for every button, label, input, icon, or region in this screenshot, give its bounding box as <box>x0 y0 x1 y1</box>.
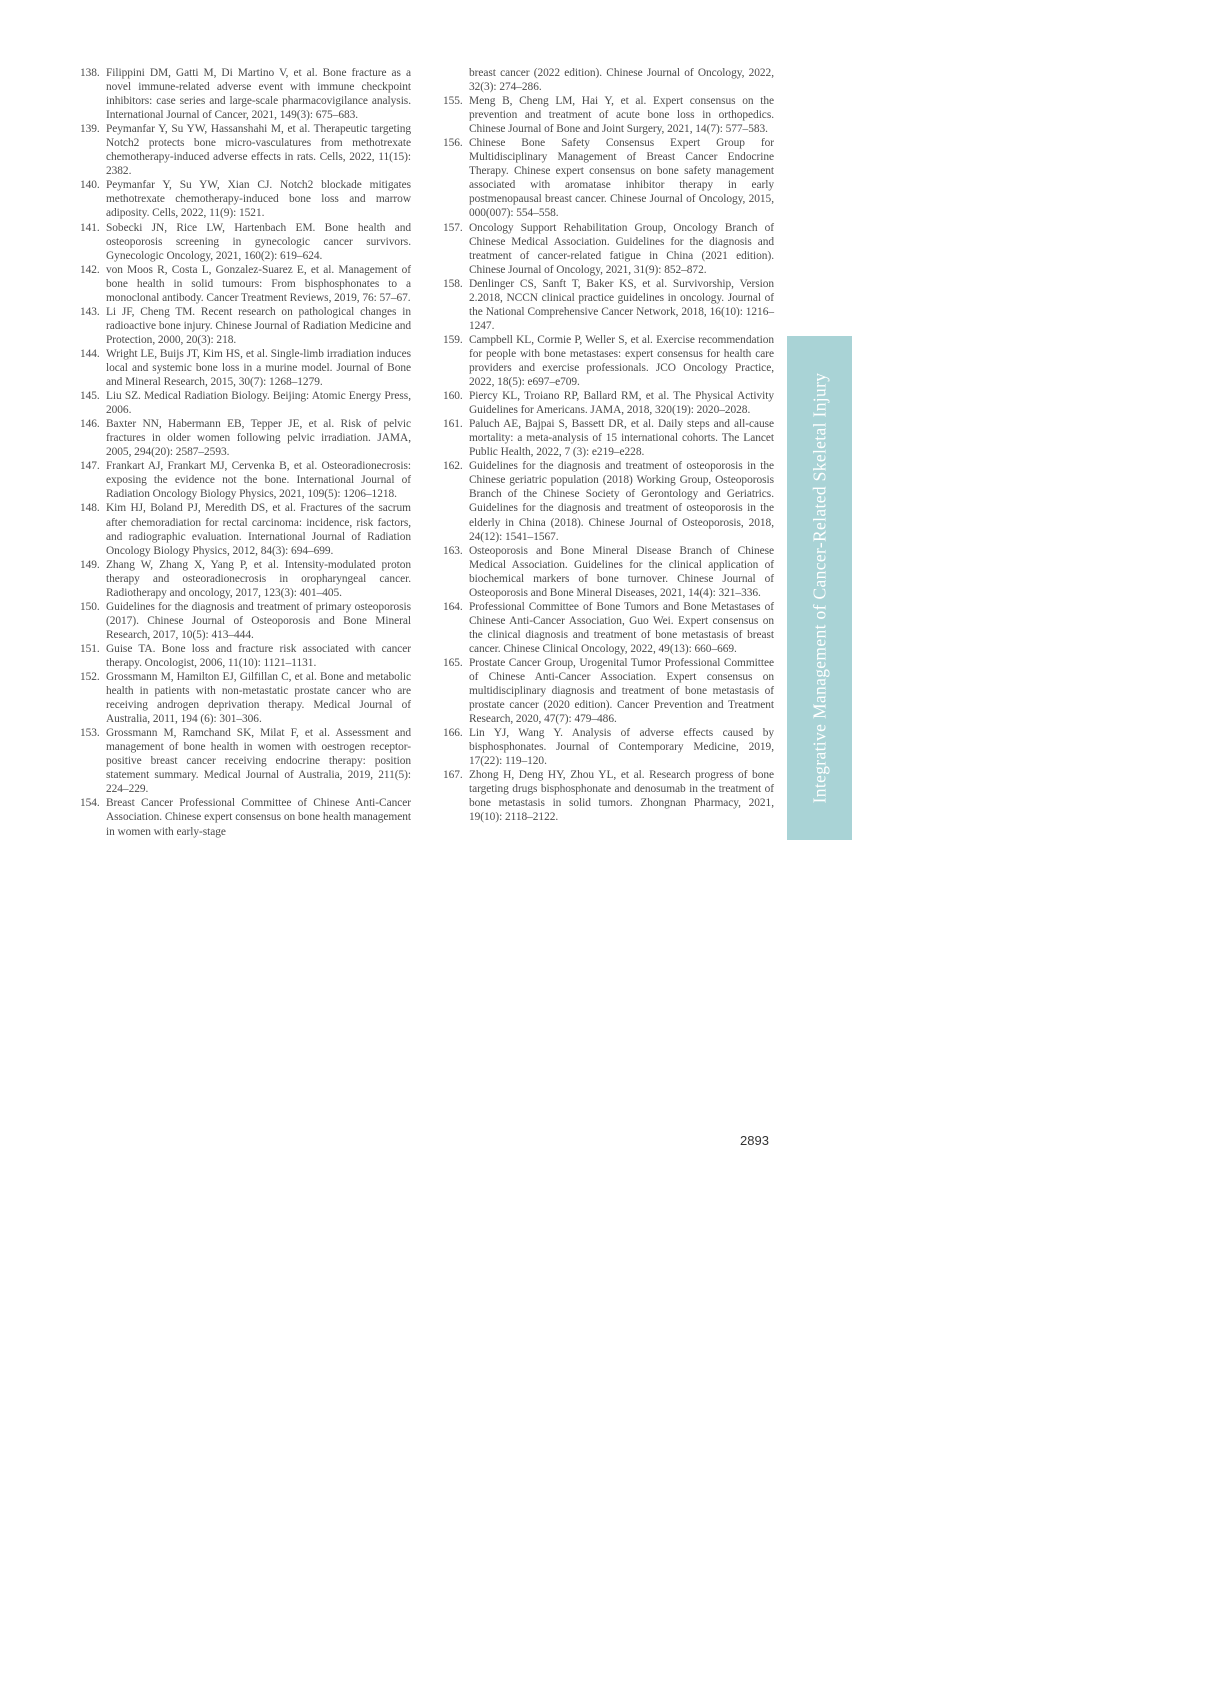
reference-text: Guidelines for the diagnosis and treatment of primary osteoporosis (2017). Chinese Journal of Osteoporosis and Bone Mineral Research, 2017, 10(5): 413–444. <box>106 600 411 641</box>
reference-number: 160. <box>443 390 463 403</box>
reference-entry <box>80 670 411 726</box>
reference-entry <box>80 642 411 670</box>
reference-text: Campbell KL, Cormie P, Weller S, et al. Exercise recommendation for people with bone metastases: expert consensus for health care providers and exercise professionals. JCO Oncology Practice, 2022, 18(5): e697–e709. <box>469 333 774 389</box>
reference-text: Peymanfar Y, Su YW, Xian CJ. Notch2 blockade mitigates methotrexate chemotherapy-induced bone loss and marrow adiposity. Cells, 2022, 11(9): 1521. <box>106 179 411 220</box>
reference-number: 156. <box>443 137 463 150</box>
reference-text: Baxter NN, Habermann EB, Tepper JE, et al. Risk of pelvic fractures in older women following pelvic irradiation. JAMA, 2005, 294(20): 2587–2593. <box>106 418 411 459</box>
reference-text: Denlinger CS, Sanft T, Baker KS, et al. Survivorship, Version 2.2018, NCCN clinical practice guidelines in oncology. Journal of the National Comprehensive Cancer Network, 2018, 16(10): 1216–1247. <box>469 277 774 332</box>
reference-text: Piercy KL, Troiano RP, Ballard RM, et al. The Physical Activity Guidelines for Americans. JAMA, 2018, 320(19): 2020–2028. <box>469 390 774 417</box>
reference-entry <box>80 459 411 501</box>
reference-entry <box>80 417 411 459</box>
reference-number: 159. <box>443 333 463 346</box>
reference-entry <box>443 94 774 136</box>
reference-number: 138. <box>80 67 100 79</box>
reference-number: 139. <box>80 123 100 136</box>
reference-number: 143. <box>80 305 100 318</box>
reference-entry <box>80 178 411 220</box>
reference-text: Sobecki JN, Rice LW, Hartenbach EM. Bone health and osteoporosis screening in gynecologic cancer survivors. Gynecologic Oncology, 2021, 160(2): 619–624. <box>106 221 411 262</box>
reference-number: 154. <box>80 797 100 810</box>
reference-number: 151. <box>80 642 100 655</box>
reference-continuation: breast cancer (2022 edition). Chinese Journal of Oncology, 2022, 32(3): 274–286. <box>469 67 774 94</box>
reference-number: 158. <box>443 277 463 290</box>
reference-entry <box>443 768 774 824</box>
reference-text: Wright LE, Buijs JT, Kim HS, et al. Single-limb irradiation induces local and systemic bone loss in a murine model. Journal of Bone and Mineral Research, 2015, 30(7): 1268–1279. <box>106 347 411 389</box>
reference-text: Paluch AE, Bajpai S, Bassett DR, et al. Daily steps and all-cause mortality: a meta-analysis of 15 international cohorts. The Lancet Public Health, 2022, 7 (3): e219–e228. <box>469 418 774 459</box>
reference-text: Guidelines for the diagnosis and treatment of osteoporosis in the Chinese geriatric population (2018) Working Group, Osteoporosis Branch of the Chinese Society of Gerontology and Geriatrics. Guidelines for the diagnosis and treatment of osteoporosis in the elderly in China (2018). Chinese Journal of Osteoporosis, 2018, 24(12): 1541–1567. <box>469 460 774 543</box>
reference-number: 164. <box>443 600 463 613</box>
reference-entry <box>80 796 411 838</box>
reference-text: Liu SZ. Medical Radiation Biology. Beijing: Atomic Energy Press, 2006. <box>106 390 411 417</box>
reference-text: Meng B, Cheng LM, Hai Y, et al. Expert consensus on the prevention and treatment of acute bone loss in orthopedics. Chinese Journal of Bone and Joint Surgery, 2021, 14(7): 577–583. <box>469 95 774 136</box>
reference-entry <box>443 459 774 543</box>
reference-number: 166. <box>443 727 463 740</box>
reference-entry <box>80 263 411 305</box>
reference-entry <box>443 417 774 459</box>
page-number: 2893 <box>740 1133 769 1148</box>
reference-number: 149. <box>80 558 100 571</box>
reference-text: Zhong H, Deng HY, Zhou YL, et al. Research progress of bone targeting drugs bisphosphonate and denosumab in the treatment of bone metastasis in solid tumors. Zhongnan Pharmacy, 2021, 19(10): 2118–2122. <box>469 769 774 824</box>
reference-number: 145. <box>80 390 100 403</box>
reference-number: 157. <box>443 221 463 234</box>
reference-text: Lin YJ, Wang Y. Analysis of adverse effects caused by bisphosphonates. Journal of Contemporary Medicine, 2019, 17(22): 119–120. <box>469 727 774 768</box>
reference-text: Frankart AJ, Frankart MJ, Cervenka B, et al. Osteoradionecrosis: exposing the evidence not the bone. International Journal of Radiation Oncology Biology Physics, 2021, 109(5): 1206–1218. <box>106 460 411 501</box>
reference-number: 167. <box>443 769 463 782</box>
reference-text: Grossmann M, Hamilton EJ, Gilfillan C, et al. Bone and metabolic health in patients with non-metastatic prostate cancer who are receiving androgen deprivation therapy. Medical Journal of Australia, 2011, 194 (6): 301–306. <box>106 671 411 726</box>
reference-entry <box>80 347 411 389</box>
reference-number: 148. <box>80 502 100 515</box>
reference-entry <box>80 600 411 642</box>
reference-number: 163. <box>443 544 463 557</box>
reference-entry <box>80 726 411 796</box>
reference-text: Prostate Cancer Group, Urogenital Tumor Professional Committee of Chinese Anti-Cancer Association. Expert consensus on multidisciplinary diagnosis and treatment of bone metastasis of prostate cancer (2020 edition). Cancer Prevention and Treatment Research, 2020, 47(7): 479–486. <box>469 656 774 726</box>
reference-entry <box>443 221 774 277</box>
reference-text: von Moos R, Costa L, Gonzalez-Suarez E, et al. Management of bone health in solid tumours: From bisphosphonates to a monoclonal antibody. Cancer Treatment Reviews, 2019, 76: 57–67. <box>106 263 411 304</box>
section-title: Integrative Management of Cancer-Related Skeletal Injury <box>809 372 829 804</box>
reference-column-left <box>80 66 411 839</box>
reference-text: Kim HJ, Boland PJ, Meredith DS, et al. Fractures of the sacrum after chemoradiation for rectal carcinoma: incidence, risk factors, and radiographic evaluation. International Journal of Radiation Oncology Biology Physics, 2012, 84(3): 694–699. <box>106 502 411 557</box>
reference-entry <box>80 122 411 178</box>
reference-text: Zhang W, Zhang X, Yang P, et al. Intensity-modulated proton therapy and osteoradionecrosis in oropharyngeal cancer. Radiotherapy and oncology, 2017, 123(3): 401–405. <box>106 558 411 599</box>
reference-text: Li JF, Cheng TM. Recent research on pathological changes in radioactive bone injury. Chinese Journal of Radiation Medicine and Protection, 2000, 20(3): 218. <box>106 305 412 346</box>
reference-entry <box>80 389 411 417</box>
reference-text: Grossmann M, Ramchand SK, Milat F, et al. Assessment and management of bone health in women with oestrogen receptor-positive breast cancer receiving endocrine therapy: position statement summary. Medical Journal of Australia, 2019, 211(5): 224–229. <box>106 727 411 796</box>
reference-number: 165. <box>443 656 463 669</box>
reference-entry <box>443 544 774 600</box>
reference-entry <box>443 656 774 726</box>
reference-number: 141. <box>80 221 100 234</box>
reference-entry <box>443 389 774 417</box>
reference-entry <box>443 136 774 220</box>
reference-number: 147. <box>80 460 100 473</box>
reference-number: 150. <box>80 600 100 613</box>
reference-entry <box>80 558 411 600</box>
reference-entry <box>80 221 411 263</box>
reference-column-right <box>443 66 774 825</box>
reference-text: Chinese Bone Safety Consensus Expert Group for Multidisciplinary Management of Breast Cancer Endocrine Therapy. Chinese expert consensus on bone safety management associated with aromatase inhibitor therapy in early postmenopausal breast cancer. Chinese Journal of Oncology, 2015, 000(007): 554–558. <box>469 137 774 220</box>
reference-number: 162. <box>443 460 463 473</box>
reference-entry <box>80 66 411 122</box>
reference-text: Breast Cancer Professional Committee of Chinese Anti-Cancer Association. Chinese expert consensus on bone health management in women with early-stage <box>106 797 411 838</box>
reference-entry <box>443 726 774 768</box>
reference-text: Osteoporosis and Bone Mineral Disease Branch of Chinese Medical Association. Guidelines for the clinical application of biochemical markers of bone turnover. Chinese Journal of Osteoporosis and Bone Mineral Diseases, 2021, 14(4): 321–336. <box>469 544 774 599</box>
reference-number: 140. <box>80 179 100 192</box>
reference-entry <box>443 600 774 656</box>
reference-text: Oncology Support Rehabilitation Group, Oncology Branch of Chinese Medical Association. Guidelines for the diagnosis and treatment of cancer-related fatigue in China (2021 edition). Chinese Journal of Oncology, 2021, 31(9): 852–872. <box>469 221 774 276</box>
reference-number: 144. <box>80 347 100 360</box>
reference-number: 161. <box>443 418 463 431</box>
reference-text: Filippini DM, Gatti M, Di Martino V, et al. Bone fracture as a novel immune-related adverse event with immune checkpoint inhibitors: case series and large-scale pharmacovigilance analysis. International Journal of Cancer, 2021, 149(3): 675–683. <box>106 67 411 122</box>
section-side-tab <box>787 336 852 840</box>
reference-number: 153. <box>80 727 100 740</box>
reference-number: 142. <box>80 263 100 276</box>
reference-text: Guise TA. Bone loss and fracture risk associated with cancer therapy. Oncologist, 2006, 11(10): 1121–1131. <box>106 642 411 669</box>
reference-text: Professional Committee of Bone Tumors and Bone Metastases of Chinese Anti-Cancer Association, Guo Wei. Expert consensus on the clinical diagnosis and treatment of bone metastasis of breast cancer. Chinese Clinical Oncology, 2022, 49(13): 660–669. <box>469 600 774 655</box>
reference-entry <box>80 305 411 347</box>
reference-entry <box>80 501 411 557</box>
reference-number: 155. <box>443 95 463 108</box>
reference-number: 152. <box>80 671 100 684</box>
reference-number: 146. <box>80 418 100 431</box>
reference-text: Peymanfar Y, Su YW, Hassanshahi M, et al. Therapeutic targeting Notch2 protects bone micro-vasculatures from methotrexate chemotherapy-induced adverse effects in rats. Cells, 2022, 11(15): 2382. <box>106 123 411 178</box>
reference-entry <box>443 277 774 333</box>
reference-entry <box>443 333 774 389</box>
